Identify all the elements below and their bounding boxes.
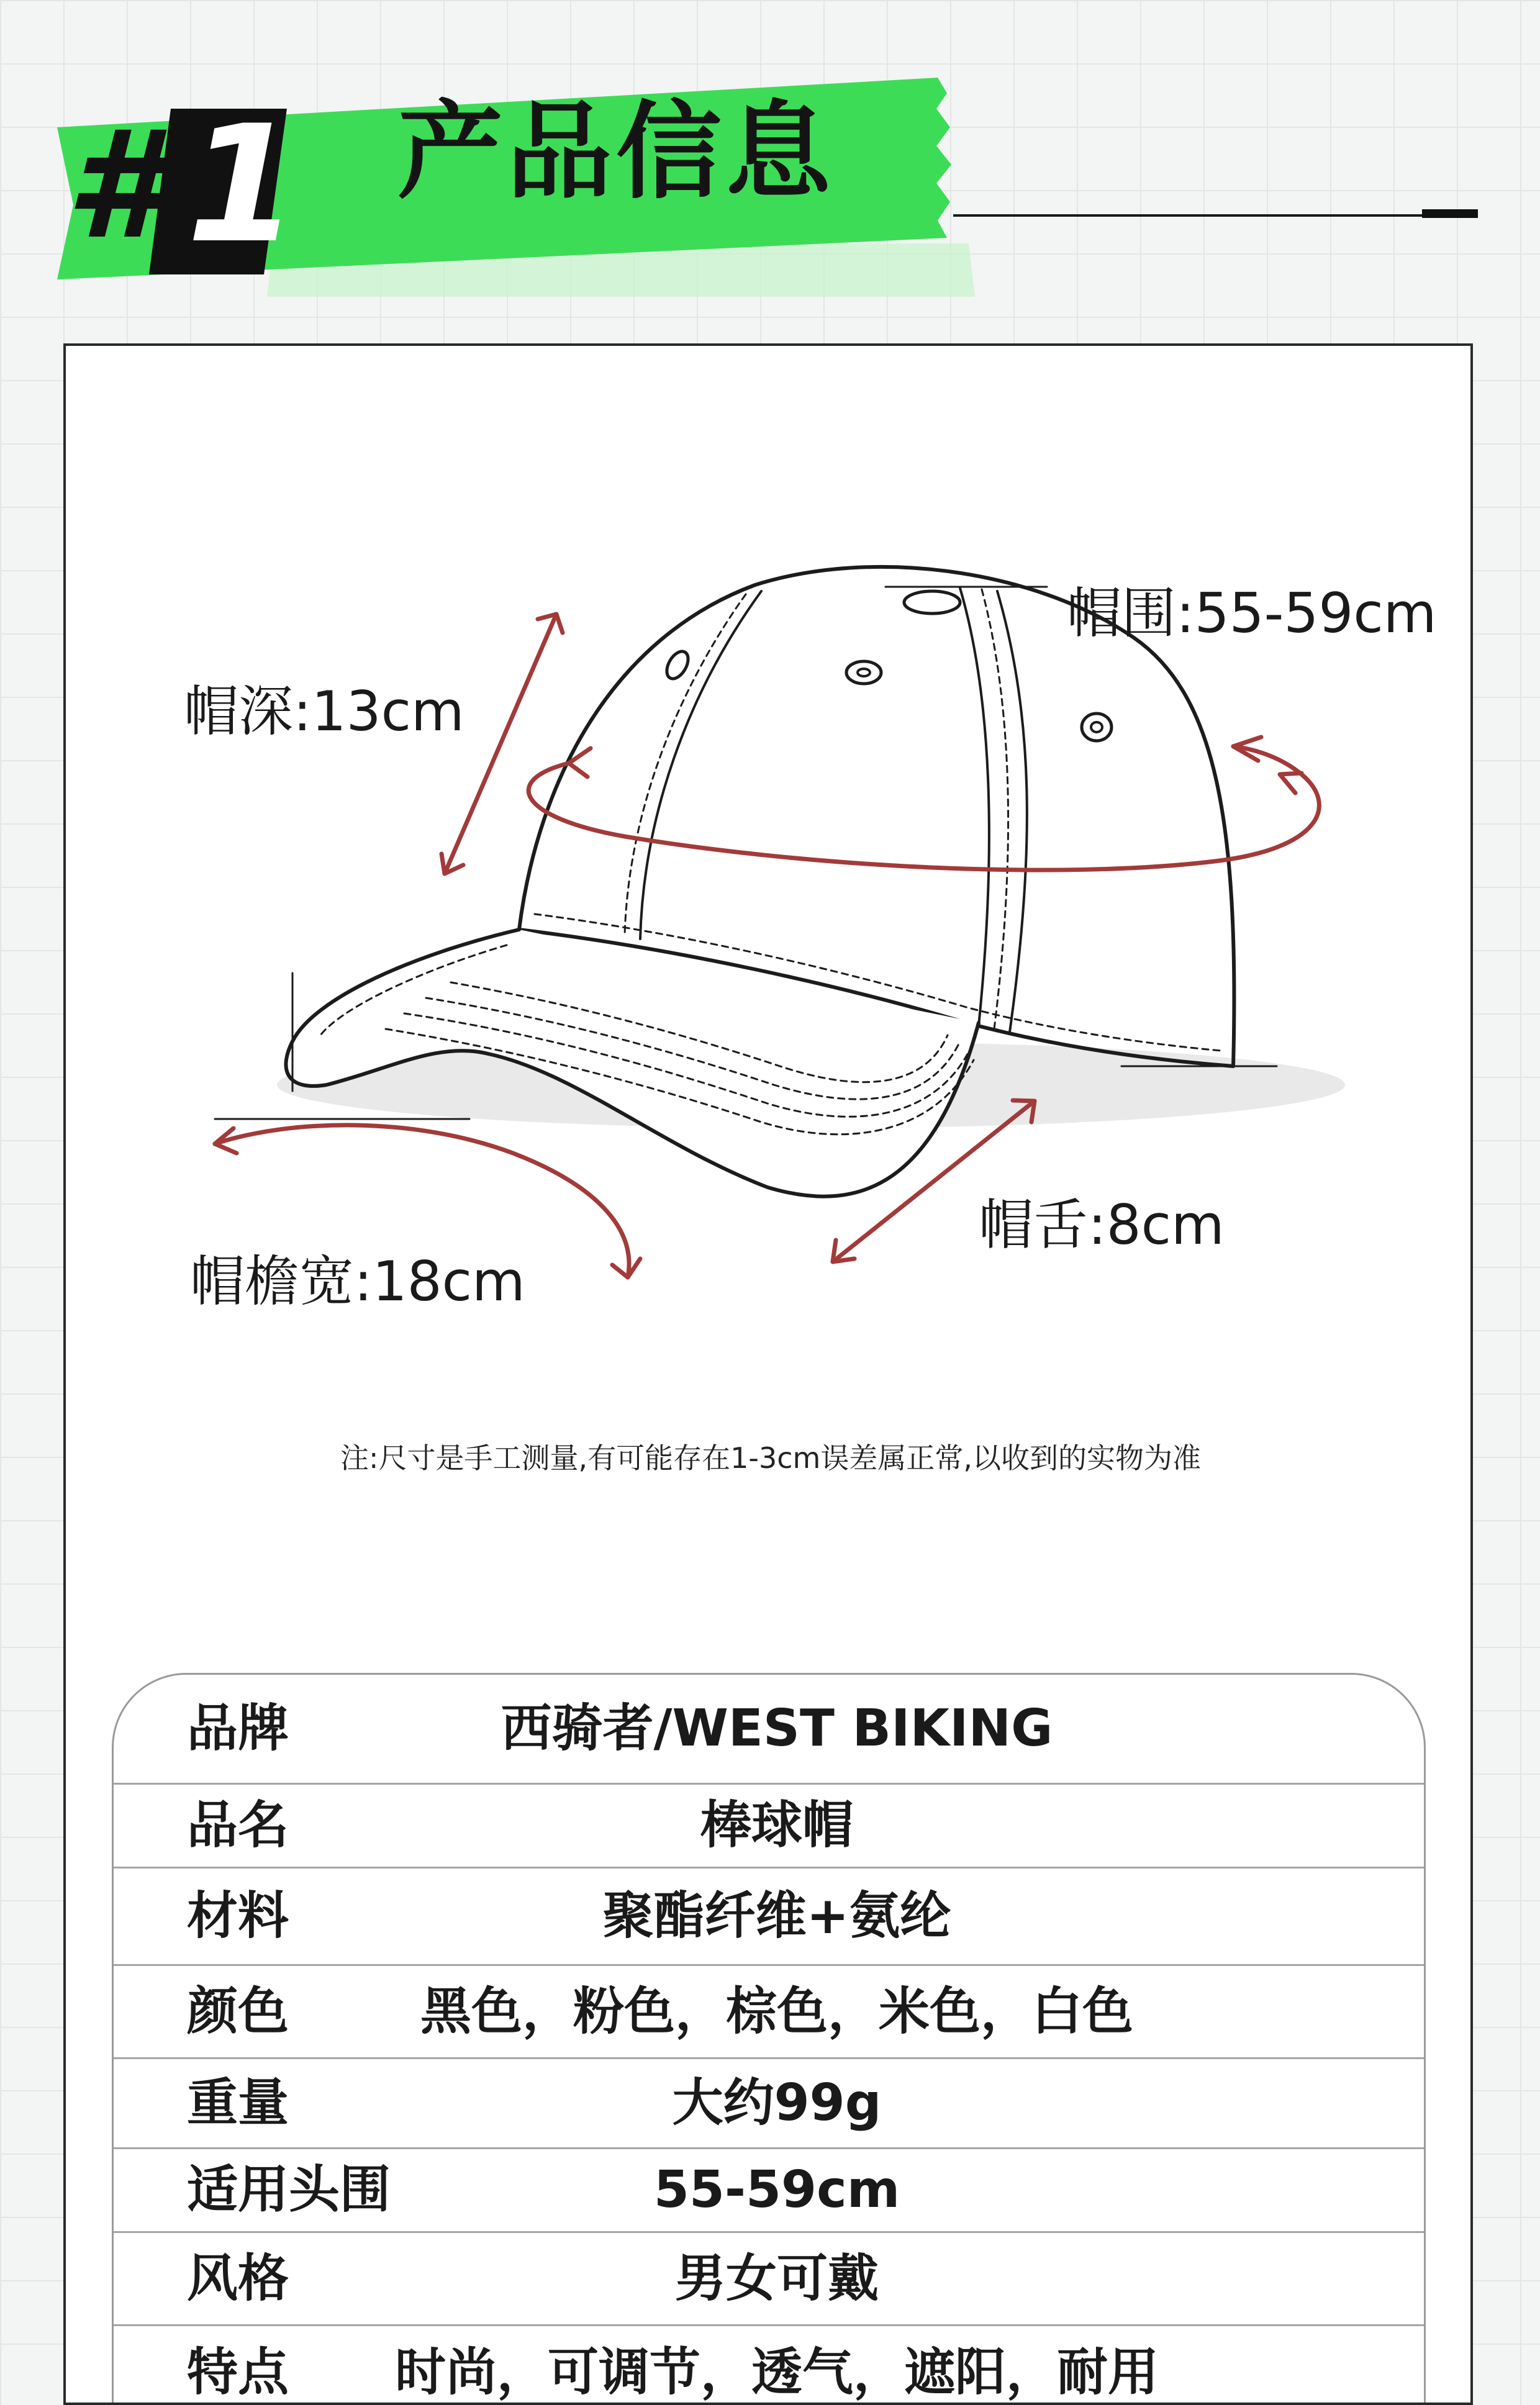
depth-label: 帽深:13cm <box>184 679 464 743</box>
badge-hash: # <box>65 98 169 272</box>
table-row <box>114 1785 1424 1868</box>
table-row <box>114 1966 1424 2059</box>
table-row <box>114 2326 1424 2405</box>
spec-value-weight: 大约99g <box>672 2073 882 2132</box>
spec-label-brand: 品牌 <box>187 1699 289 1758</box>
spec-label-weight: 重量 <box>187 2073 289 2132</box>
spec-label-head-size: 适用头围 <box>187 2160 391 2219</box>
spec-value-style: 男女可戴 <box>674 2249 879 2308</box>
spec-label-features: 特点 <box>187 2343 289 2402</box>
spec-label-style: 风格 <box>187 2249 289 2308</box>
measurement-note: 注:尺寸是手工测量,有可能存在1-3cm误差属正常,以收到的实物为准 <box>340 1441 1201 1475</box>
table-row <box>114 1675 1424 1785</box>
cap-size-diagram <box>66 346 1473 1588</box>
spec-value-head-size: 55-59cm <box>653 2160 900 2219</box>
brim-width-label: 帽檐宽:18cm <box>190 1249 525 1313</box>
spec-table <box>112 1673 1426 2405</box>
cap-brim <box>286 930 979 1197</box>
cap-eyelet <box>663 648 692 682</box>
product-card <box>63 343 1473 2405</box>
table-row <box>114 1868 1424 1966</box>
spec-value-color: 黑色，粉色，棕色，米色，白色 <box>420 1982 1134 2041</box>
table-row <box>114 2233 1424 2326</box>
circumference-label: 帽围:55-59cm <box>1067 581 1437 645</box>
section-header <box>0 0 1540 323</box>
table-row <box>114 2059 1424 2149</box>
table-row <box>114 2149 1424 2233</box>
spec-label-color: 颜色 <box>187 1982 289 2041</box>
circumference-arrow <box>528 746 1319 870</box>
spec-label-product-name: 品名 <box>187 1796 289 1855</box>
spec-value-brand: 西骑者/WEST BIKING <box>500 1699 1053 1758</box>
cap-illustration <box>66 346 1473 1588</box>
cap-button <box>904 591 960 614</box>
cap-eyelet <box>1082 713 1112 741</box>
spec-label-material: 材料 <box>187 1886 289 1945</box>
spec-value-features: 时尚，可调节，透气，遮阳，耐用 <box>394 2343 1159 2402</box>
cap-eyelet <box>846 661 881 684</box>
badge-number: 1 <box>186 91 299 279</box>
spec-value-material: 聚酯纤维+氨纶 <box>602 1886 951 1945</box>
spec-value-product-name: 棒球帽 <box>700 1796 854 1855</box>
cap-seam <box>997 591 1027 1032</box>
page-title: 产品信息 <box>397 91 835 214</box>
visor-label: 帽舌:8cm <box>979 1193 1225 1257</box>
cap-seam <box>960 588 989 1026</box>
